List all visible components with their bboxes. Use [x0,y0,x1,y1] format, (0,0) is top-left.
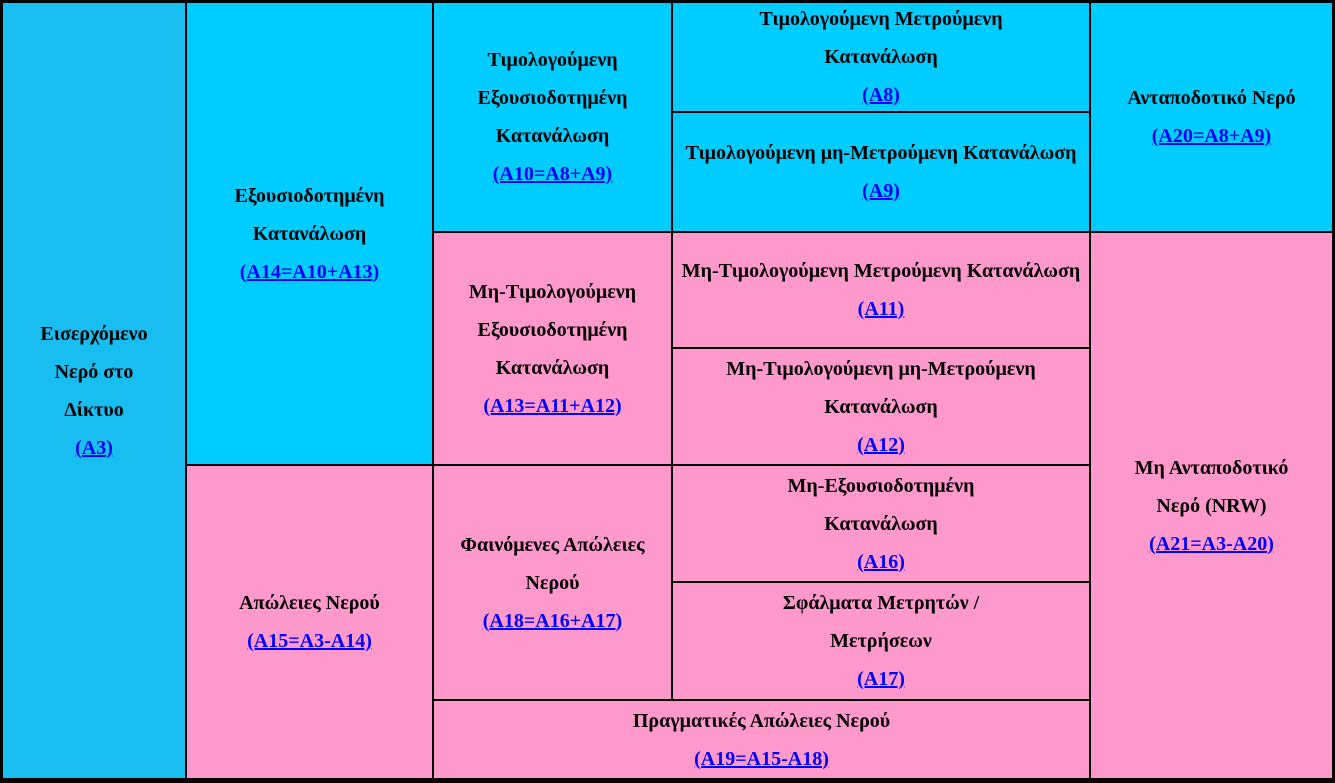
revenue-water-code[interactable]: (A20=A8+A9) [1151,125,1272,147]
non-revenue-water-label: Μη Ανταποδοτικό Νερό (NRW) [1134,456,1289,517]
non-revenue-water-code[interactable]: (A21=A3-A20) [1149,532,1274,555]
real-losses-cell [434,701,1089,778]
authorized-consumption-code[interactable]: (A14=A10+A13) [239,260,380,283]
unbilled-metered-consumption-cell [673,233,1089,347]
apparent-losses-code[interactable]: (A18=A16+A17) [482,609,623,632]
billed-authorized-consumption-label: Τιμολογούμενη Εξουσιοδοτημένη Κατανάλωση [477,49,628,147]
billed-authorized-consumption-cell [434,3,671,231]
real-losses-label: Πραγματικές Απώλειες Νερού [632,709,891,732]
authorized-consumption-label: Εξουσιοδοτημένη Κατανάλωση [234,184,385,245]
system-input-volume-label: Εισερχόμενο Νερό στο Δίκτυο [40,322,148,421]
authorized-consumption-cell [187,3,432,464]
unbilled-metered-consumption-code[interactable]: (A11) [857,298,905,320]
water-losses-code[interactable]: (A15=A3-A14) [247,630,372,652]
billed-unmetered-consumption-code[interactable]: (A9) [862,180,900,202]
billed-authorized-consumption-code[interactable]: (A10=A8+A9) [492,163,613,185]
billed-metered-consumption-label: Τιμολογούμενη Μετρούμενη Κατανάλωση [759,8,1003,68]
unauthorized-consumption-label: Μη-Εξουσιοδοτημένη Κατανάλωση [787,474,975,535]
system-input-volume-cell [3,3,185,778]
unauthorized-consumption-cell [673,466,1089,581]
system-input-volume-code[interactable]: (A3) [75,436,113,459]
billed-unmetered-consumption-cell [673,113,1089,231]
meter-errors-cell [673,583,1089,699]
non-revenue-water-cell [1091,233,1332,778]
apparent-losses-label: Φαινόμενες Απώλειες Νερού [460,533,645,594]
water-losses-label: Απώλειες Νερού [239,592,380,614]
billed-unmetered-consumption-label: Τιμολογούμενη μη-Μετρούμενη Κατανάλωση [685,142,1077,164]
unbilled-unmetered-consumption-code[interactable]: (A12) [857,433,905,456]
real-losses-code[interactable]: (A19=A15-A18) [694,747,829,770]
billed-metered-consumption-cell [673,3,1089,111]
unbilled-unmetered-consumption-label: Μη-Τιμολογούμενη μη-Μετρούμενη Κατανάλωση [726,357,1036,418]
apparent-losses-cell [434,466,671,699]
unbilled-authorized-consumption-cell [434,233,671,464]
meter-errors-code[interactable]: (A17) [857,668,905,690]
unbilled-authorized-consumption-label: Μη-Τιμολογούμενη Εξουσιοδοτημένη Κατανάλωση [468,280,637,379]
revenue-water-label: Ανταποδοτικό Νερό [1127,87,1296,109]
unauthorized-consumption-code[interactable]: (A16) [857,550,905,573]
meter-errors-label: Σφάλματα Μετρητών / Μετρήσεων [782,592,980,652]
unbilled-authorized-consumption-code[interactable]: (A13=A11+A12) [483,394,622,417]
unbilled-unmetered-consumption-cell [673,349,1089,464]
revenue-water-cell [1091,3,1332,231]
unbilled-metered-consumption-label: Μη-Τιμολογούμενη Μετρούμενη Κατανάλωση [681,260,1081,282]
water-losses-cell [187,466,432,778]
billed-metered-consumption-code[interactable]: (A8) [862,84,900,106]
